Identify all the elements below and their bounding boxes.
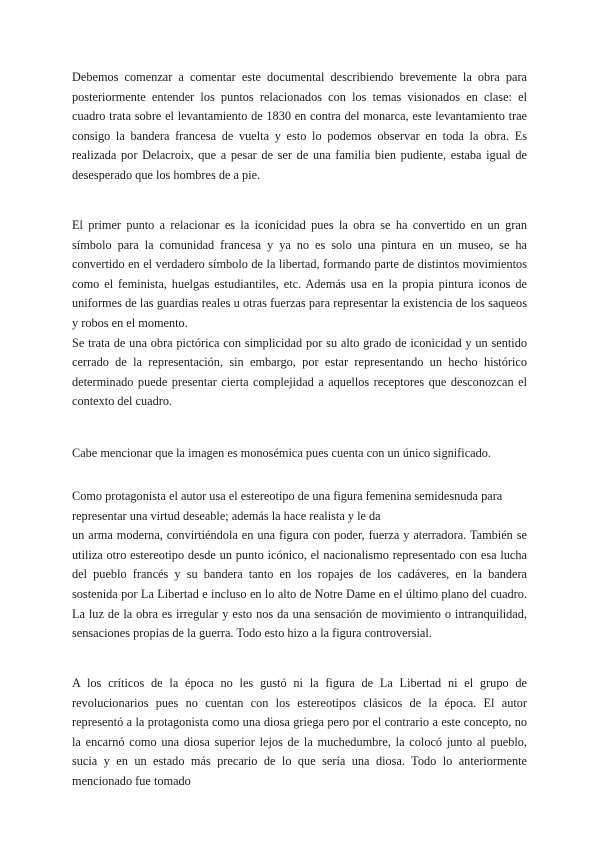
paragraph-iconicidad-part1: El primer punto a relacionar es la iconicidad pues la obra se ha convertido en un gran símbolo para la comunidad francesa y ya no es solo una pintura en un museo, se ha convertido en el verdadero símbolo de la libertad, formando parte de distintos movimientos como el feminista, huelgas estudiantiles, etc. Además usa en la propia pintura iconos de uniformes de las guardias reales u otras fuerzas para representar la existencia de los saqueos y robos en el momento. [72, 218, 527, 330]
paragraph-intro: Debemos comenzar a comentar este documental describiendo brevemente la obra para posteriormente entender los puntos relacionados con los temas visionados en clase: el cuadro trata sobre el levantamiento de 1830 en contra del monarca, este levantamiento trae consigo la bandera francesa de vuelta y esto lo podemos observar en toda la obra. Es realizada por Delacroix, que a pesar de ser de una familia bien pudiente, estaba igual de desesperado que los hombres de a pie. [72, 70, 527, 182]
paragraph-iconicidad-part2: Se trata de una obra pictórica con simplicidad por su alto grado de iconicidad y un sentido cerrado de la representación, sin embargo, por estar representando un hecho histórico determinado puede presentar cierta complejidad a aquellos receptores que desconozcan el contexto del cuadro. [72, 335, 527, 409]
paragraph-protagonista-part1: Como protagonista el autor usa el estereotipo de una figura femenina semidesnuda para representar una virtud deseable; además la hace realista y le da [72, 489, 503, 523]
paragraph-criticos: A los críticos de la época no les gustó ni la figura de La Libertad ni el grupo de revolucionarios pues no cuentan con los estereotipos clásicos de la época. El autor representó a la protagonista como una diosa griega pero por el contrario a este concepto, no la encarnó como una diosa superior lejos de la muchedumbre, la colocó junto al pueblo, sucia y en un estado más precario de lo que sería una diosa. Todo lo anteriormente mencionado fue tomado [72, 676, 527, 788]
paragraph-iconicidad [72, 216, 527, 412]
paragraph-monosemica: Cabe mencionar que la imagen es monosémica pues cuenta con un único significado. [72, 446, 491, 460]
paragraph-protagonista-part2: un arma moderna, convirtiéndola en una figura con poder, fuerza y aterradora. También se utiliza otro estereotipo desde un punto icónico, el nacionalismo representado con esa lucha del pueblo francés y su bandera tanto en los ropajes de los cadáveres, en la bandera sostenida por La Libertad e incluso en lo alto de Notre Dame en el último plano del cuadro. La luz de la obra es irregular y esto nos da una sensación de movimiento o intranquilidad, sensaciones propias de la guerra. Todo esto hizo a la figura controversial. [72, 528, 527, 641]
paragraph-protagonista [72, 487, 527, 644]
